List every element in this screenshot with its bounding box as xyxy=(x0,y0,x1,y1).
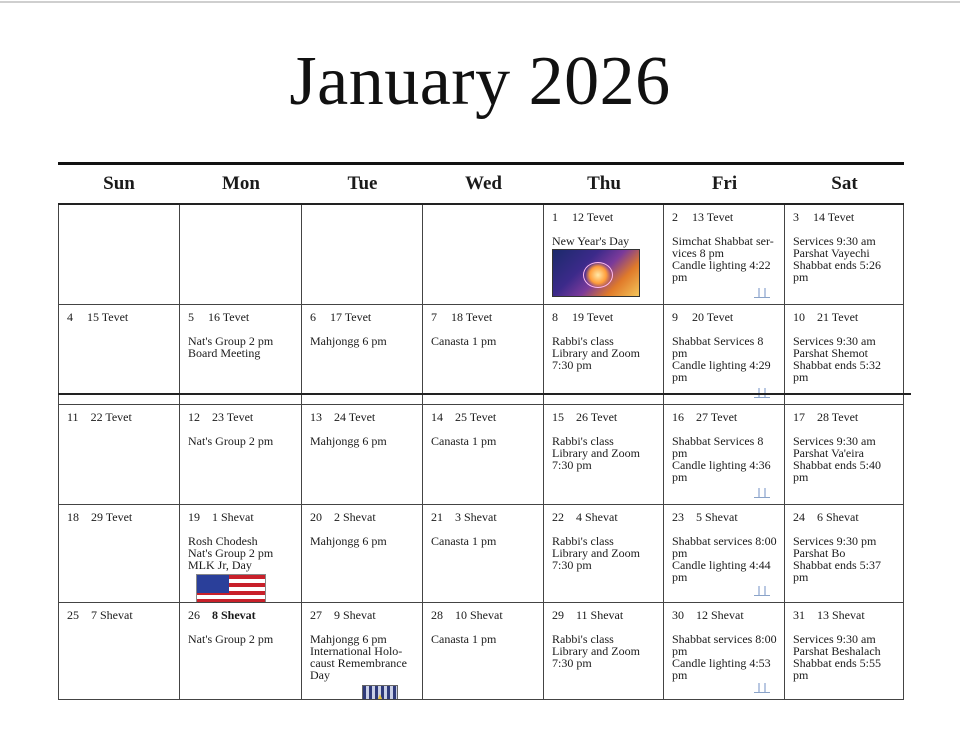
gregorian-date: 19 xyxy=(188,510,200,524)
gregorian-date: 9 xyxy=(672,310,678,324)
gregorian-date: 28 xyxy=(431,608,443,622)
hebrew-date: 19 Tevet xyxy=(572,310,614,324)
hebrew-date: 6 Shevat xyxy=(817,510,859,524)
hebrew-date: 28 Tevet xyxy=(817,410,859,424)
mlk-flag-image xyxy=(196,574,266,603)
day-number xyxy=(793,608,897,623)
gregorian-date: 3 xyxy=(793,210,799,224)
day-events: Services 9:30 am Parshat Shemot Shabbat ends 5:32 pm xyxy=(793,334,881,384)
hebrew-date: 23 Tevet xyxy=(212,410,254,424)
day-cell xyxy=(58,305,180,405)
gregorian-date: 30 xyxy=(672,608,684,622)
hebrew-date: 12 Shevat xyxy=(696,608,744,622)
day-number xyxy=(310,410,416,425)
week-row xyxy=(58,205,904,305)
weekday-fri: Fri xyxy=(711,173,738,194)
gregorian-date: 26 xyxy=(188,608,200,622)
hebrew-date: 1 Shevat xyxy=(212,510,254,524)
day-cell xyxy=(58,205,180,305)
hebrew-date: 9 Shevat xyxy=(334,608,376,622)
day-number xyxy=(188,410,295,425)
day-cell xyxy=(180,405,302,505)
gregorian-date: 22 xyxy=(552,510,564,524)
day-events: Mahjongg 6 pm xyxy=(310,434,387,448)
day-cell xyxy=(785,405,904,505)
week-row xyxy=(58,305,904,405)
day-events: Canasta 1 pm xyxy=(431,632,497,646)
day-cell xyxy=(180,603,302,700)
day-cell xyxy=(180,305,302,405)
day-cell xyxy=(58,405,180,505)
day-events: Services 9:30 am Parshat Beshalach Shabbat ends 5:55 pm xyxy=(793,632,881,682)
weekday-wed: Wed xyxy=(465,173,502,194)
day-number xyxy=(793,310,897,325)
weekday-thu: Thu xyxy=(587,173,621,194)
day-cell xyxy=(785,603,904,700)
gregorian-date: 29 xyxy=(552,608,564,622)
day-cell xyxy=(58,505,180,603)
gregorian-date: 1 xyxy=(552,210,558,224)
hebrew-date: 5 Shevat xyxy=(696,510,738,524)
day-number xyxy=(793,210,897,225)
day-number xyxy=(793,510,897,525)
day-events: Services 9:30 am Parshat Vayechi Shabbat ends 5:26 pm xyxy=(793,234,881,284)
day-cell xyxy=(544,505,664,603)
day-cell xyxy=(423,405,544,505)
week-divider-rule xyxy=(58,393,911,395)
day-cell xyxy=(302,405,423,505)
shabbat-candles-icon xyxy=(754,674,770,693)
day-cell xyxy=(785,205,904,305)
hebrew-date: 16 Tevet xyxy=(208,310,250,324)
hebrew-date: 14 Tevet xyxy=(813,210,855,224)
day-number xyxy=(310,608,416,623)
day-events: Rabbi's class Library and Zoom 7:30 pm xyxy=(552,434,640,472)
day-cell xyxy=(423,505,544,603)
day-events: New Year's Day xyxy=(552,234,630,248)
day-number xyxy=(431,608,537,623)
hebrew-date: 11 Shevat xyxy=(576,608,624,622)
gregorian-date: 5 xyxy=(188,310,194,324)
hebrew-date: 12 Tevet xyxy=(572,210,614,224)
gregorian-date: 8 xyxy=(552,310,558,324)
hebrew-date: 7 Shevat xyxy=(91,608,133,622)
gregorian-date: 4 xyxy=(67,310,73,324)
weekday-mon: Mon xyxy=(222,173,260,194)
yellow-star-image xyxy=(362,685,398,700)
gregorian-date: 10 xyxy=(793,310,805,324)
gregorian-date: 16 xyxy=(672,410,684,424)
gregorian-date: 24 xyxy=(793,510,805,524)
day-events: Services 9:30 pm Parshat Bo Shabbat ends 5:37 pm xyxy=(793,534,881,584)
week-row xyxy=(58,405,904,505)
day-events: Mahjongg 6 pm xyxy=(310,334,387,348)
day-number xyxy=(67,410,173,425)
day-events: Canasta 1 pm xyxy=(431,434,497,448)
shabbat-candles-icon xyxy=(754,379,770,398)
calendar-grid xyxy=(58,165,904,700)
day-cell xyxy=(180,505,302,603)
weeks-container xyxy=(58,205,904,700)
day-events: Simchat Shabbat ser- vices 8 pm Candle lighting 4:22 pm xyxy=(672,234,774,284)
day-cell xyxy=(664,405,785,505)
shabbat-candles-icon xyxy=(754,479,770,498)
day-number xyxy=(431,510,537,525)
day-events: Canasta 1 pm xyxy=(431,534,497,548)
day-number xyxy=(188,310,295,325)
day-cell xyxy=(664,505,785,603)
day-number xyxy=(67,510,173,525)
flag-canton-icon xyxy=(197,575,229,593)
day-events: Shabbat Services 8 pm Candle lighting 4:36 pm xyxy=(672,434,771,484)
hebrew-date: 27 Tevet xyxy=(696,410,738,424)
day-number xyxy=(552,310,657,325)
hebrew-date: 3 Shevat xyxy=(455,510,497,524)
day-number xyxy=(672,410,778,425)
gregorian-date: 25 xyxy=(67,608,79,622)
day-events: Rabbi's class Library and Zoom 7:30 pm xyxy=(552,334,640,372)
day-number xyxy=(67,608,173,623)
day-cell xyxy=(423,603,544,700)
calendar-title: January 2026 xyxy=(289,43,671,120)
day-events: Shabbat services 8:00 pm Candle lighting 4:53 pm xyxy=(672,632,777,682)
hebrew-date: 24 Tevet xyxy=(334,410,376,424)
hebrew-date: 2 Shevat xyxy=(334,510,376,524)
day-number xyxy=(552,510,657,525)
hebrew-date: 21 Tevet xyxy=(817,310,859,324)
day-cell xyxy=(58,603,180,700)
day-events: Nat's Group 2 pm xyxy=(188,632,274,646)
week-row xyxy=(58,603,904,700)
gregorian-date: 23 xyxy=(672,510,684,524)
gregorian-date: 31 xyxy=(793,608,805,622)
hebrew-date: 25 Tevet xyxy=(455,410,497,424)
day-number xyxy=(188,608,295,623)
day-cell xyxy=(302,603,423,700)
weekday-header-row xyxy=(58,165,904,205)
day-number xyxy=(310,510,416,525)
day-number xyxy=(431,410,537,425)
hebrew-date: 17 Tevet xyxy=(330,310,372,324)
day-number xyxy=(672,510,778,525)
gregorian-date: 17 xyxy=(793,410,805,424)
fireworks-icon xyxy=(583,262,613,288)
gregorian-date: 21 xyxy=(431,510,443,524)
day-cell xyxy=(544,205,664,305)
gregorian-date: 20 xyxy=(310,510,322,524)
hebrew-date: 10 Shevat xyxy=(455,608,503,622)
day-number xyxy=(793,410,897,425)
day-number xyxy=(672,608,778,623)
day-cell xyxy=(544,603,664,700)
day-cell xyxy=(785,305,904,405)
hebrew-date: 22 Tevet xyxy=(90,410,132,424)
hebrew-date: 20 Tevet xyxy=(692,310,734,324)
gregorian-date: 14 xyxy=(431,410,443,424)
day-number xyxy=(67,310,173,325)
gregorian-date: 27 xyxy=(310,608,322,622)
day-number xyxy=(310,310,416,325)
day-events: Mahjongg 6 pm International Holo- caust Remembrance Day xyxy=(310,632,407,682)
gregorian-date: 2 xyxy=(672,210,678,224)
weekday-tue: Tue xyxy=(347,173,378,194)
hebrew-date: 13 Shevat xyxy=(817,608,865,622)
day-cell xyxy=(664,205,785,305)
scan-edge-line xyxy=(0,1,960,3)
day-number xyxy=(672,310,778,325)
gregorian-date: 15 xyxy=(552,410,564,424)
gregorian-date: 18 xyxy=(67,510,79,524)
gregorian-date: 7 xyxy=(431,310,437,324)
shabbat-candles-icon xyxy=(754,577,770,596)
day-cell xyxy=(302,505,423,603)
day-events: Nat's Group 2 pm xyxy=(188,434,274,448)
day-cell xyxy=(664,305,785,405)
day-cell xyxy=(544,305,664,405)
day-cell xyxy=(423,205,544,305)
new-years-day-image xyxy=(552,249,640,297)
week-row xyxy=(58,505,904,603)
hebrew-date: 15 Tevet xyxy=(87,310,129,324)
day-events: Mahjongg 6 pm xyxy=(310,534,387,548)
day-number xyxy=(552,210,657,225)
hebrew-date: 13 Tevet xyxy=(692,210,734,224)
day-events: Shabbat services 8:00 pm Candle lighting 4:44 pm xyxy=(672,534,777,584)
gregorian-date: 12 xyxy=(188,410,200,424)
day-number xyxy=(188,510,295,525)
day-number xyxy=(552,608,657,623)
day-cell xyxy=(544,405,664,505)
day-events: Shabbat Services 8 pm Candle lighting 4:29 pm xyxy=(672,334,771,384)
day-events: Nat's Group 2 pm Board Meeting xyxy=(188,334,274,360)
day-events: Rabbi's class Library and Zoom 7:30 pm xyxy=(552,632,640,670)
shabbat-candles-icon xyxy=(754,279,770,298)
day-cell xyxy=(785,505,904,603)
gregorian-date: 11 xyxy=(67,410,79,424)
hebrew-date: 8 Shevat xyxy=(212,608,256,622)
day-cell xyxy=(180,205,302,305)
star-of-david-icon xyxy=(371,694,389,700)
weekday-sat: Sat xyxy=(831,173,858,194)
day-cell xyxy=(423,305,544,405)
day-number xyxy=(431,310,537,325)
day-events: Rosh Chodesh Nat's Group 2 pm MLK Jr, Day xyxy=(188,534,274,572)
day-cell xyxy=(664,603,785,700)
day-number xyxy=(552,410,657,425)
gregorian-date: 13 xyxy=(310,410,322,424)
day-number xyxy=(672,210,778,225)
day-events: Rabbi's class Library and Zoom 7:30 pm xyxy=(552,534,640,572)
hebrew-date: 29 Tevet xyxy=(91,510,133,524)
day-cell xyxy=(302,305,423,405)
hebrew-date: 4 Shevat xyxy=(576,510,618,524)
gregorian-date: 6 xyxy=(310,310,316,324)
weekday-sun: Sun xyxy=(103,173,135,194)
day-events: Services 9:30 am Parshat Va'eira Shabbat ends 5:40 pm xyxy=(793,434,881,484)
day-events: Canasta 1 pm xyxy=(431,334,497,348)
day-cell xyxy=(302,205,423,305)
hebrew-date: 18 Tevet xyxy=(451,310,493,324)
hebrew-date: 26 Tevet xyxy=(576,410,618,424)
